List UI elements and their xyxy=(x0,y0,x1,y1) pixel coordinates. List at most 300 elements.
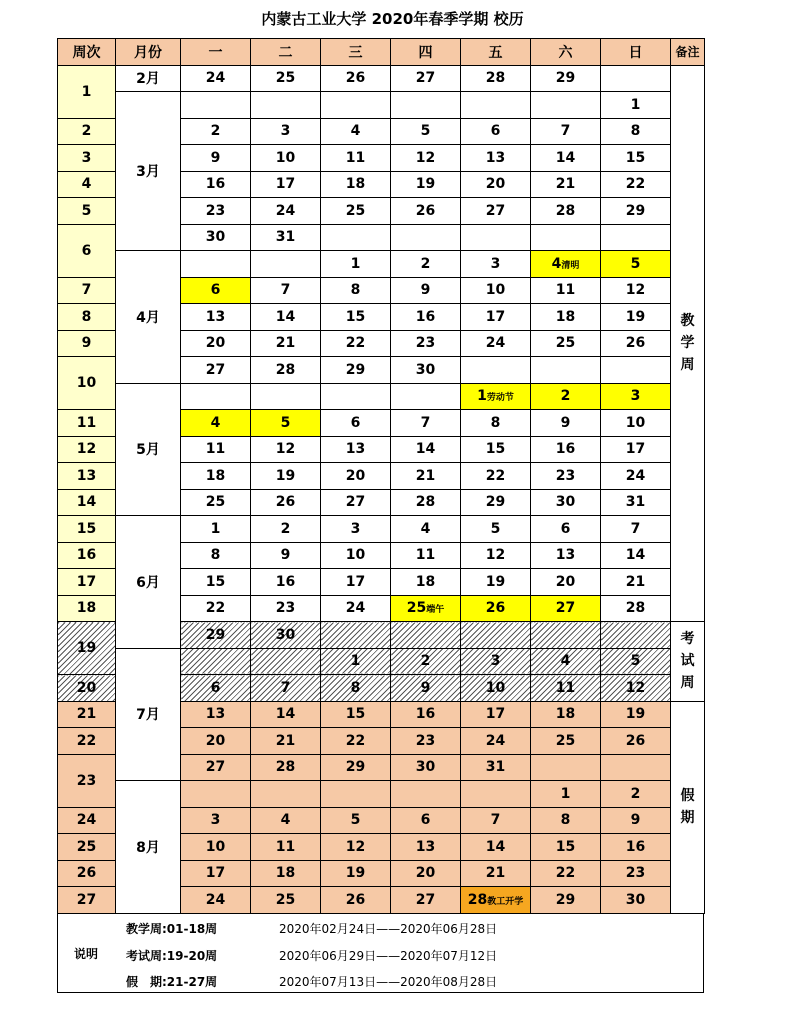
day-cell xyxy=(601,224,671,251)
week-number: 20 xyxy=(58,675,116,702)
day-cell: 30 xyxy=(251,622,321,649)
day-cell: 4 xyxy=(321,118,391,145)
day-cell: 29 xyxy=(531,65,601,92)
day-cell: 18 xyxy=(531,701,601,728)
table-row xyxy=(58,383,705,410)
day-cell: 21 xyxy=(601,569,671,596)
day-cell xyxy=(531,622,601,649)
day-cell: 17 xyxy=(321,569,391,596)
day-cell: 3 xyxy=(321,516,391,543)
day-cell: 26 xyxy=(601,330,671,357)
day-cell xyxy=(461,383,531,410)
day-cell: 4 xyxy=(181,410,251,437)
day-cell: 12 xyxy=(601,675,671,702)
remark-char: 考 xyxy=(680,631,695,648)
day-cell xyxy=(531,92,601,119)
header-sun: 日 xyxy=(601,39,671,66)
day-cell: 4 xyxy=(391,516,461,543)
day-cell: 9 xyxy=(391,675,461,702)
day-cell: 24 xyxy=(601,463,671,490)
day-cell: 24 xyxy=(321,595,391,622)
remark-teaching xyxy=(671,65,705,622)
week-number: 8 xyxy=(58,304,116,331)
month-label: 2月 xyxy=(116,65,181,92)
day-cell: 3 xyxy=(601,383,671,410)
week-number: 7 xyxy=(58,277,116,304)
day-cell: 4 xyxy=(531,648,601,675)
week-number: 1 xyxy=(58,65,116,118)
day-cell: 12 xyxy=(321,834,391,861)
day-cell: 14 xyxy=(461,834,531,861)
day-cell: 25 xyxy=(531,728,601,755)
day-cell: 15 xyxy=(461,436,531,463)
day-cell: 24 xyxy=(461,728,531,755)
day-cell: 19 xyxy=(251,463,321,490)
day-cell: 1 xyxy=(181,516,251,543)
day-cell: 12 xyxy=(391,145,461,172)
day-cell: 20 xyxy=(321,463,391,490)
month-label: 7月 xyxy=(116,648,181,781)
day-cell xyxy=(251,781,321,808)
day-cell: 20 xyxy=(461,171,531,198)
day-number: 25 xyxy=(406,600,427,617)
day-cell xyxy=(321,781,391,808)
day-cell: 28 xyxy=(391,489,461,516)
day-cell xyxy=(531,224,601,251)
day-cell: 20 xyxy=(181,728,251,755)
day-cell: 14 xyxy=(531,145,601,172)
day-cell: 27 xyxy=(321,489,391,516)
day-cell: 8 xyxy=(461,410,531,437)
day-cell: 15 xyxy=(531,834,601,861)
day-cell: 6 xyxy=(321,410,391,437)
day-cell xyxy=(321,224,391,251)
day-cell: 10 xyxy=(461,675,531,702)
holiday-tag: 端午 xyxy=(426,605,445,616)
day-cell: 2 xyxy=(391,648,461,675)
day-cell: 24 xyxy=(461,330,531,357)
day-cell: 28 xyxy=(531,198,601,225)
day-cell xyxy=(391,92,461,119)
legend-label: 说明 xyxy=(74,947,99,961)
day-cell: 30 xyxy=(601,887,671,914)
day-cell: 9 xyxy=(531,410,601,437)
day-cell: 29 xyxy=(321,754,391,781)
week-number: 15 xyxy=(58,516,116,543)
week-number: 4 xyxy=(58,171,116,198)
day-cell xyxy=(181,781,251,808)
week-number: 27 xyxy=(58,887,116,914)
day-cell: 6 xyxy=(391,807,461,834)
header-row xyxy=(58,39,705,66)
day-cell: 13 xyxy=(531,542,601,569)
day-cell xyxy=(531,754,601,781)
legend-holiday-dates: 2020年07月13日——2020年08月28日 xyxy=(279,975,498,989)
day-cell: 15 xyxy=(601,145,671,172)
day-cell: 28 xyxy=(251,357,321,384)
day-cell: 12 xyxy=(251,436,321,463)
day-cell: 15 xyxy=(181,569,251,596)
day-cell: 14 xyxy=(391,436,461,463)
week-number: 3 xyxy=(58,145,116,172)
week-number: 23 xyxy=(58,754,116,807)
legend-holiday-weeks: 假 期:21-27周 xyxy=(126,975,218,989)
day-cell: 25 xyxy=(321,198,391,225)
week-number: 13 xyxy=(58,463,116,490)
day-cell: 31 xyxy=(251,224,321,251)
day-cell xyxy=(181,383,251,410)
day-cell: 27 xyxy=(391,887,461,914)
header-mon: 一 xyxy=(181,39,251,66)
month-label: 8月 xyxy=(116,781,181,914)
day-cell xyxy=(181,251,251,278)
week-number: 26 xyxy=(58,860,116,887)
day-cell: 9 xyxy=(601,807,671,834)
day-cell: 19 xyxy=(391,171,461,198)
header-month: 月份 xyxy=(116,39,181,66)
day-cell: 13 xyxy=(391,834,461,861)
day-cell: 13 xyxy=(181,304,251,331)
day-number: 1 xyxy=(477,388,487,405)
remark-char: 假 xyxy=(680,788,695,804)
day-cell: 22 xyxy=(601,171,671,198)
day-cell xyxy=(251,92,321,119)
day-cell: 25 xyxy=(251,887,321,914)
day-cell: 26 xyxy=(321,65,391,92)
day-cell: 8 xyxy=(321,277,391,304)
day-cell: 11 xyxy=(181,436,251,463)
day-cell: 8 xyxy=(531,807,601,834)
day-cell: 5 xyxy=(461,516,531,543)
day-cell: 1 xyxy=(601,92,671,119)
day-cell: 17 xyxy=(461,304,531,331)
day-cell xyxy=(321,622,391,649)
day-cell: 18 xyxy=(531,304,601,331)
day-cell: 7 xyxy=(601,516,671,543)
day-cell: 11 xyxy=(531,277,601,304)
day-cell: 2 xyxy=(391,251,461,278)
day-cell: 24 xyxy=(181,65,251,92)
day-cell: 29 xyxy=(181,622,251,649)
day-cell xyxy=(321,92,391,119)
day-cell xyxy=(601,754,671,781)
day-cell: 16 xyxy=(601,834,671,861)
day-cell: 31 xyxy=(461,754,531,781)
day-cell: 21 xyxy=(461,860,531,887)
day-cell: 11 xyxy=(321,145,391,172)
day-cell: 6 xyxy=(531,516,601,543)
remark-char: 周 xyxy=(680,357,695,374)
day-cell xyxy=(391,622,461,649)
day-cell: 3 xyxy=(461,251,531,278)
day-cell: 21 xyxy=(251,728,321,755)
day-cell xyxy=(531,251,601,278)
day-cell xyxy=(391,224,461,251)
table-row xyxy=(58,251,705,278)
day-cell: 25 xyxy=(181,489,251,516)
day-cell: 19 xyxy=(321,860,391,887)
day-cell: 1 xyxy=(321,251,391,278)
week-number: 14 xyxy=(58,489,116,516)
month-label: 4月 xyxy=(116,251,181,384)
day-cell: 18 xyxy=(251,860,321,887)
table-row xyxy=(58,648,705,675)
day-cell: 27 xyxy=(181,754,251,781)
day-cell: 14 xyxy=(601,542,671,569)
day-cell: 14 xyxy=(251,304,321,331)
day-cell: 18 xyxy=(321,171,391,198)
day-cell: 30 xyxy=(391,357,461,384)
header-wed: 三 xyxy=(321,39,391,66)
week-number: 18 xyxy=(58,595,116,622)
day-cell: 10 xyxy=(321,542,391,569)
day-cell: 7 xyxy=(461,807,531,834)
calendar-table xyxy=(57,38,705,914)
day-cell: 13 xyxy=(321,436,391,463)
day-cell: 19 xyxy=(601,701,671,728)
day-cell xyxy=(461,357,531,384)
header-sat: 六 xyxy=(531,39,601,66)
week-number: 25 xyxy=(58,834,116,861)
page-title: 内蒙古工业大学 2020年春季学期 校历 xyxy=(261,10,524,28)
legend-exam-weeks: 考试周:19-20周 xyxy=(126,949,218,963)
week-number: 2 xyxy=(58,118,116,145)
holiday-tag: 劳动节 xyxy=(486,393,514,404)
day-cell: 2 xyxy=(531,383,601,410)
day-cell: 5 xyxy=(601,648,671,675)
day-cell: 11 xyxy=(531,675,601,702)
day-cell: 10 xyxy=(601,410,671,437)
table-row xyxy=(58,516,705,543)
day-cell xyxy=(601,357,671,384)
day-cell: 2 xyxy=(251,516,321,543)
day-cell: 5 xyxy=(321,807,391,834)
week-number: 17 xyxy=(58,569,116,596)
day-cell: 6 xyxy=(461,118,531,145)
day-cell: 9 xyxy=(391,277,461,304)
day-cell: 27 xyxy=(181,357,251,384)
day-number: 28 xyxy=(467,891,488,908)
day-cell: 16 xyxy=(391,304,461,331)
day-cell: 5 xyxy=(391,118,461,145)
day-cell: 28 xyxy=(461,65,531,92)
week-number: 16 xyxy=(58,542,116,569)
day-cell: 27 xyxy=(391,65,461,92)
week-number: 6 xyxy=(58,224,116,277)
day-cell: 8 xyxy=(181,542,251,569)
remark-char: 试 xyxy=(680,653,695,670)
day-number: 4 xyxy=(551,255,562,272)
day-cell xyxy=(601,65,671,92)
week-number: 9 xyxy=(58,330,116,357)
week-number: 5 xyxy=(58,198,116,225)
week-number: 24 xyxy=(58,807,116,834)
day-cell: 7 xyxy=(251,277,321,304)
table-row xyxy=(58,65,705,92)
day-cell: 8 xyxy=(601,118,671,145)
month-label: 6月 xyxy=(116,516,181,649)
day-cell: 24 xyxy=(181,887,251,914)
month-label: 5月 xyxy=(116,383,181,516)
day-cell: 17 xyxy=(251,171,321,198)
remark-holiday xyxy=(671,701,705,913)
day-cell: 23 xyxy=(601,860,671,887)
day-cell: 21 xyxy=(391,463,461,490)
day-cell: 6 xyxy=(181,675,251,702)
holiday-tag: 教工开学 xyxy=(487,896,524,907)
day-cell: 23 xyxy=(531,463,601,490)
day-cell: 12 xyxy=(601,277,671,304)
week-number: 21 xyxy=(58,701,116,728)
day-cell: 20 xyxy=(181,330,251,357)
day-cell xyxy=(181,648,251,675)
header-thu: 四 xyxy=(391,39,461,66)
day-cell: 6 xyxy=(181,277,251,304)
day-cell: 26 xyxy=(251,489,321,516)
holiday-tag: 清明 xyxy=(561,260,580,271)
day-cell: 17 xyxy=(461,701,531,728)
day-cell: 11 xyxy=(251,834,321,861)
day-cell xyxy=(461,224,531,251)
day-cell: 22 xyxy=(461,463,531,490)
remark-char: 学 xyxy=(680,335,695,352)
day-cell: 9 xyxy=(181,145,251,172)
day-cell: 29 xyxy=(601,198,671,225)
header-week: 周次 xyxy=(58,39,116,66)
day-cell: 25 xyxy=(251,65,321,92)
week-number: 22 xyxy=(58,728,116,755)
week-number: 11 xyxy=(58,410,116,437)
day-cell: 7 xyxy=(531,118,601,145)
remark-exam xyxy=(671,622,705,702)
day-cell: 17 xyxy=(601,436,671,463)
week-number: 19 xyxy=(58,622,116,675)
day-cell xyxy=(391,781,461,808)
day-cell: 26 xyxy=(391,198,461,225)
day-cell: 29 xyxy=(461,489,531,516)
day-cell xyxy=(391,595,461,622)
day-cell: 29 xyxy=(531,887,601,914)
day-cell: 21 xyxy=(531,171,601,198)
day-cell: 16 xyxy=(251,569,321,596)
day-cell: 23 xyxy=(181,198,251,225)
day-cell: 13 xyxy=(181,701,251,728)
day-cell: 2 xyxy=(181,118,251,145)
remark-char: 周 xyxy=(680,675,695,692)
day-cell: 10 xyxy=(251,145,321,172)
legend-teaching-dates: 2020年02月24日——2020年06月28日 xyxy=(279,922,498,936)
day-cell xyxy=(181,92,251,119)
header-remark: 备注 xyxy=(671,39,705,66)
day-cell xyxy=(251,648,321,675)
day-cell xyxy=(461,887,531,914)
day-cell: 11 xyxy=(391,542,461,569)
day-cell: 1 xyxy=(531,781,601,808)
day-cell: 13 xyxy=(461,145,531,172)
day-cell: 15 xyxy=(321,701,391,728)
day-cell: 8 xyxy=(321,675,391,702)
day-cell: 28 xyxy=(601,595,671,622)
day-cell: 16 xyxy=(531,436,601,463)
day-cell: 7 xyxy=(391,410,461,437)
day-cell: 16 xyxy=(391,701,461,728)
table-row xyxy=(58,781,705,808)
day-cell: 18 xyxy=(391,569,461,596)
day-cell: 4 xyxy=(251,807,321,834)
day-cell: 9 xyxy=(251,542,321,569)
day-cell: 19 xyxy=(461,569,531,596)
day-cell: 14 xyxy=(251,701,321,728)
day-cell xyxy=(461,622,531,649)
day-cell: 19 xyxy=(601,304,671,331)
day-cell: 22 xyxy=(321,330,391,357)
day-cell: 15 xyxy=(321,304,391,331)
day-cell: 26 xyxy=(321,887,391,914)
day-cell: 27 xyxy=(461,198,531,225)
day-cell: 30 xyxy=(531,489,601,516)
day-cell: 29 xyxy=(321,357,391,384)
day-cell: 3 xyxy=(181,807,251,834)
day-cell: 23 xyxy=(391,728,461,755)
day-cell: 23 xyxy=(391,330,461,357)
day-cell: 5 xyxy=(601,251,671,278)
day-cell: 12 xyxy=(461,542,531,569)
day-cell xyxy=(321,383,391,410)
month-label: 3月 xyxy=(116,92,181,251)
day-cell xyxy=(601,622,671,649)
day-cell: 5 xyxy=(251,410,321,437)
day-cell: 25 xyxy=(531,330,601,357)
header-fri: 五 xyxy=(461,39,531,66)
day-cell: 18 xyxy=(181,463,251,490)
day-cell: 3 xyxy=(461,648,531,675)
header-tue: 二 xyxy=(251,39,321,66)
day-cell xyxy=(251,383,321,410)
day-cell: 20 xyxy=(391,860,461,887)
week-number: 12 xyxy=(58,436,116,463)
day-cell: 7 xyxy=(251,675,321,702)
day-cell xyxy=(391,383,461,410)
day-cell: 22 xyxy=(321,728,391,755)
day-cell xyxy=(461,781,531,808)
remark-char: 期 xyxy=(680,810,695,826)
day-cell: 24 xyxy=(251,198,321,225)
legend xyxy=(57,913,704,993)
day-cell: 10 xyxy=(181,834,251,861)
week-number: 10 xyxy=(58,357,116,410)
legend-teaching-weeks: 教学周:01-18周 xyxy=(126,922,218,936)
day-cell: 21 xyxy=(251,330,321,357)
day-cell: 20 xyxy=(531,569,601,596)
day-cell: 3 xyxy=(251,118,321,145)
day-cell: 2 xyxy=(601,781,671,808)
day-cell: 28 xyxy=(251,754,321,781)
day-cell xyxy=(531,357,601,384)
day-cell: 22 xyxy=(531,860,601,887)
legend-exam-dates: 2020年06月29日——2020年07月12日 xyxy=(279,949,498,963)
day-cell: 26 xyxy=(461,595,531,622)
day-cell: 17 xyxy=(181,860,251,887)
table-row xyxy=(58,92,705,119)
day-cell: 31 xyxy=(601,489,671,516)
day-cell: 10 xyxy=(461,277,531,304)
day-cell xyxy=(251,251,321,278)
day-cell: 22 xyxy=(181,595,251,622)
day-cell: 16 xyxy=(181,171,251,198)
day-cell xyxy=(461,92,531,119)
day-cell: 30 xyxy=(181,224,251,251)
remark-char: 教 xyxy=(680,313,695,330)
